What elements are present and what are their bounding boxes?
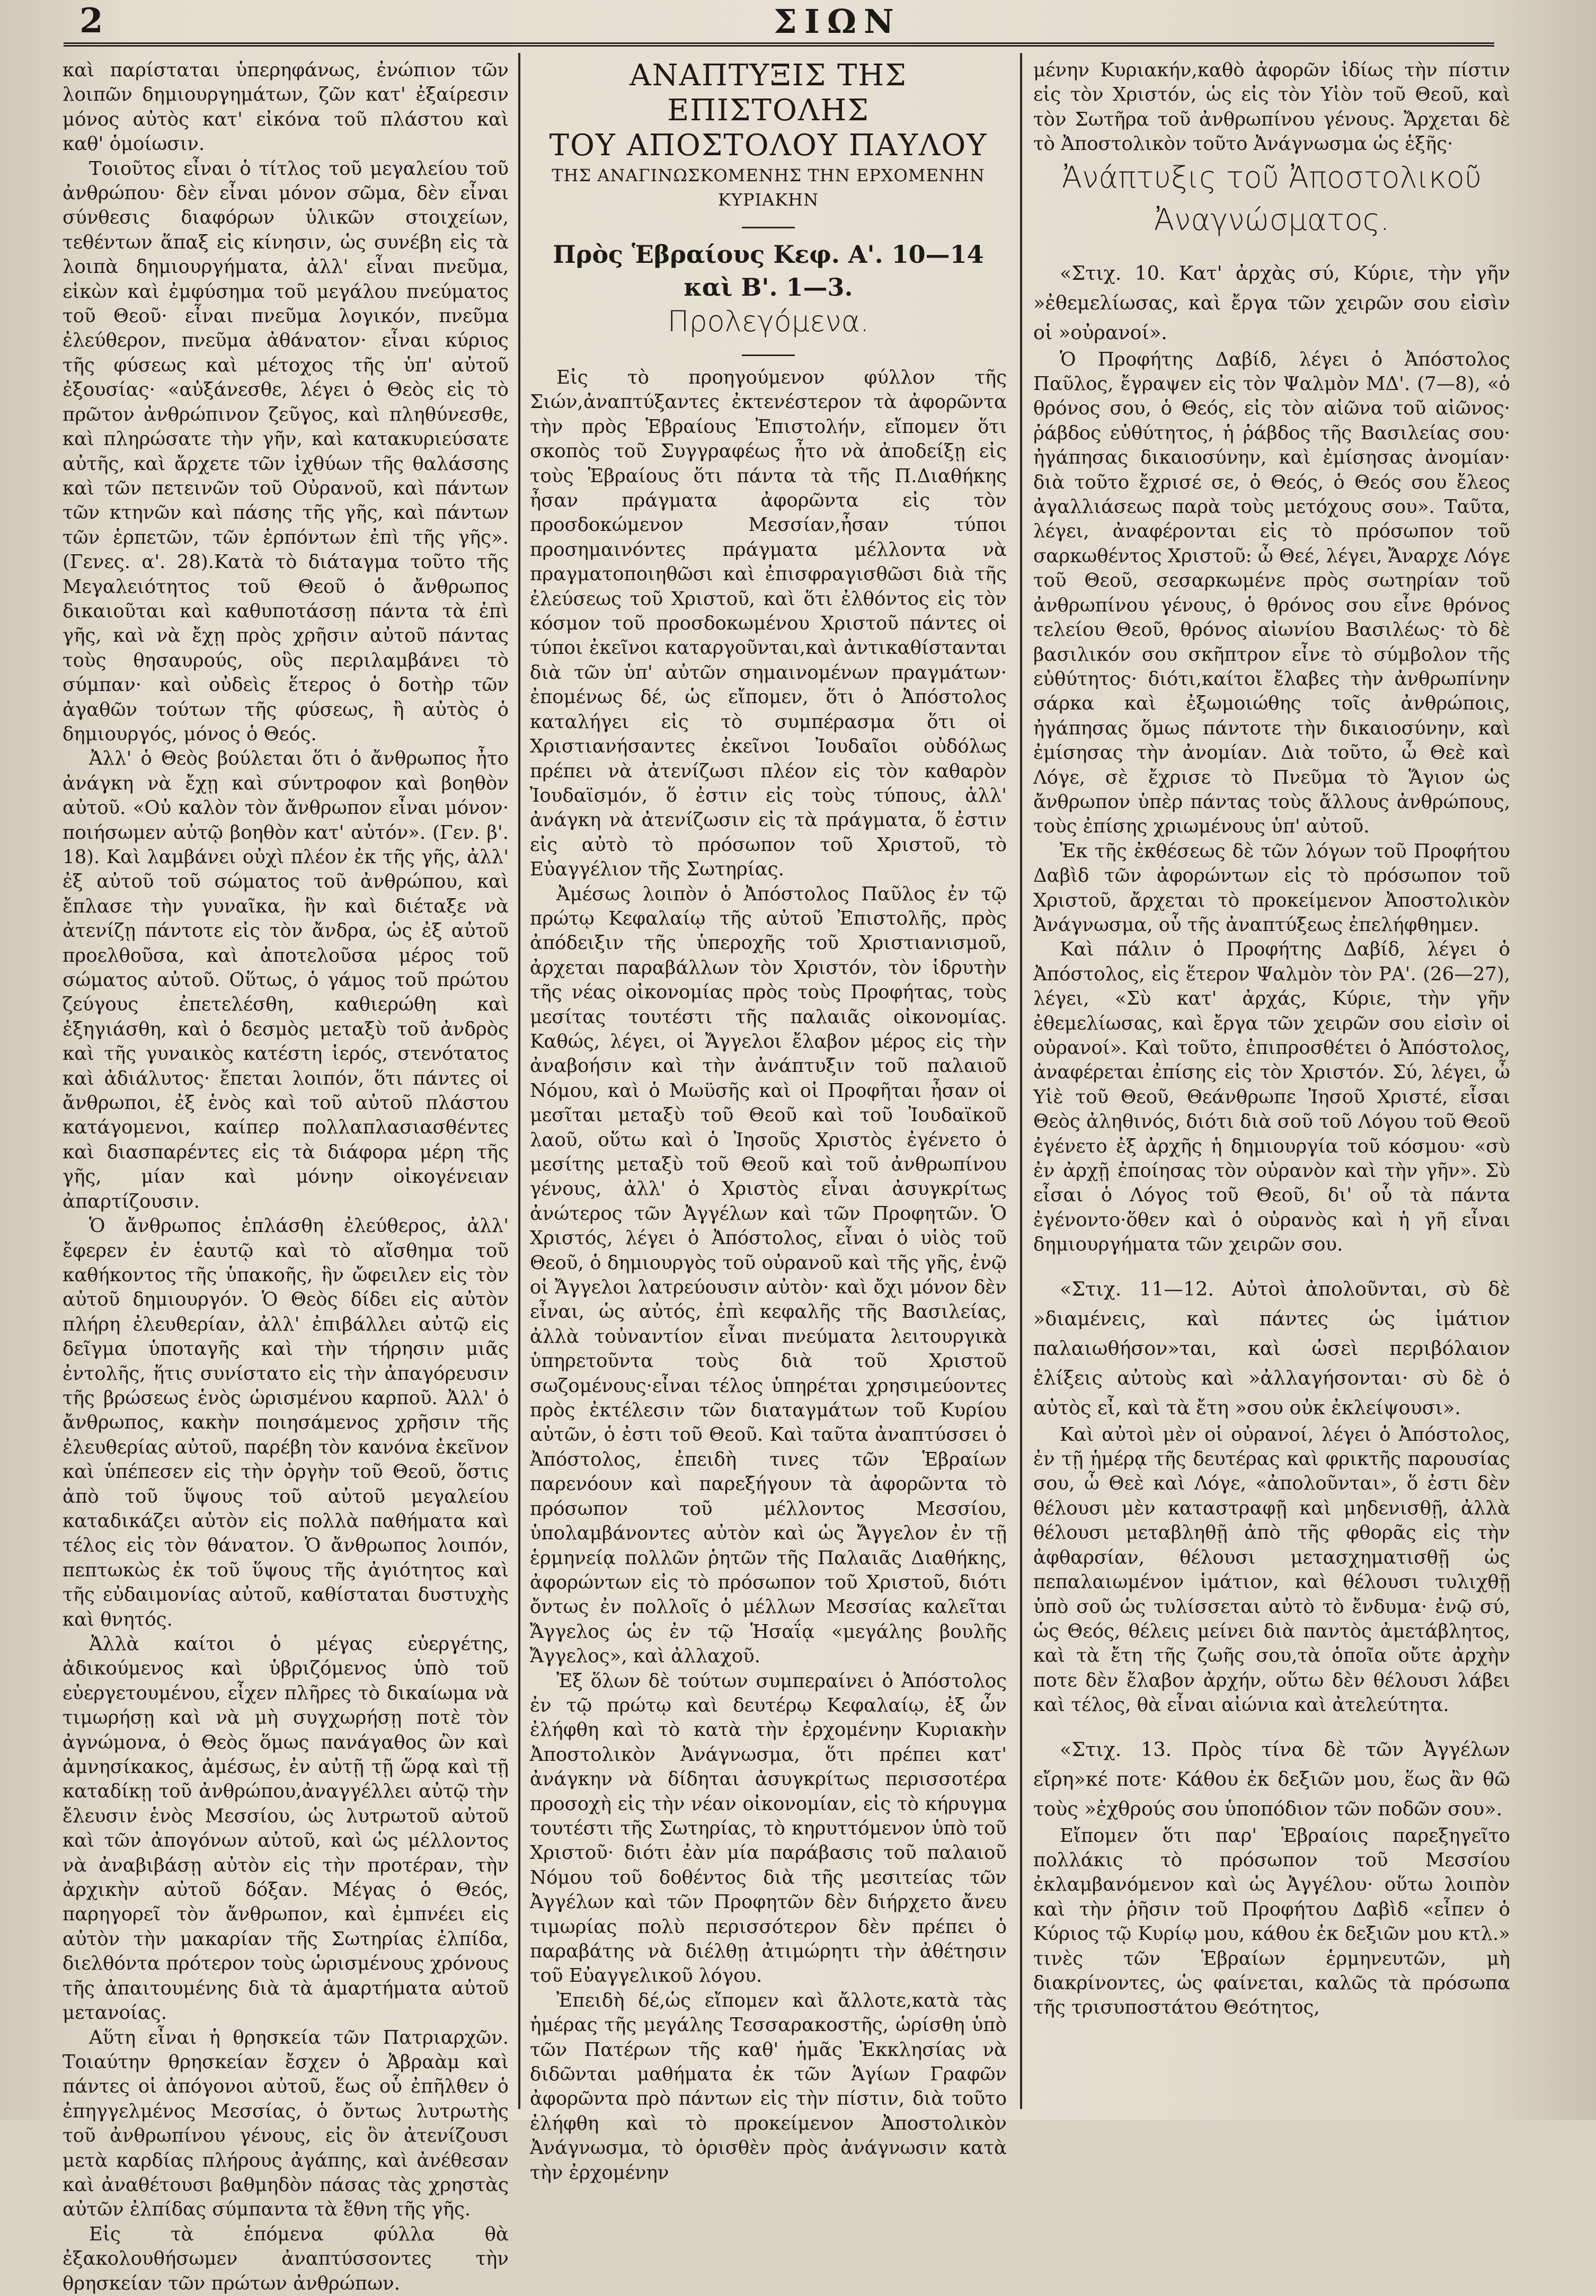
scripture-verse: «Στιχ. 11—12. Αὐτοὶ ἀπολοῦνται, σὺ δὲ »διαμένεις, καὶ πάντες ὡς ἱμάτιον παλαιωθήσον»ται, καὶ ὡσεὶ περιβόλαιον ἑλίξεις αὐτοὺς καὶ »ἀλλαγήσονται· σὺ δὲ ὁ αὐτὸς εἶ, καὶ τὰ ἔτη »σου οὐκ ἐκλείψουσι». [1033,1277,1510,1419]
paragraph: Ἀλλ' ὁ Θεὸς βούλεται ὅτι ὁ ἄνθρωπος ἦτο ἀνάγκη νὰ ἔχῃ καὶ σύντροφον καὶ βοηθὸν αὐτοῦ. «Οὐ καλὸν τὸν ἄνθρωπον εἶναι μόνον· ποιήσωμεν αὐτῷ βοηθὸν κατ' αὐτόν». (Γεν. β'. 18). Καὶ λαμβάνει οὐχὶ πλέον ἐκ τῆς γῆς, ἀλλ' ἐξ αὐτοῦ τοῦ σώματος τοῦ ἀνθρώπου, καὶ ἔπλασε τὴν γυναῖκα, ἣν καὶ διέταξε νὰ ἀτενίζῃ πάντοτε εἰς τὸν ἄνδρα, ὡς ἐξ αὐτοῦ προελθοῦσα, καὶ ἀποτελοῦσα μέρος τοῦ σώματος αὐτοῦ. Οὕτως, ὁ γάμος τοῦ πρώτου ζεύγους ἐπετελέσθη, καθιερώθη καὶ ἐξηγιάσθη, καὶ ὁ δεσμὸς μεταξὺ τοῦ ἀνδρὸς καὶ τῆς γυναικὸς κατέστη ἱερός, στενότατος καὶ ἀδιάλυτος· ἔπεται λοιπόν, ὅτι πάντες οἱ ἄνθρωποι, ἐξ ἑνὸς καὶ τοῦ αὐτοῦ πλάστου κατάγομενοι, καίπερ πολλαπλασιασθέντες καὶ διασπαρέντες εἰς τὰ διάφορα μέρη τῆς γῆς, μίαν καὶ μόνην οἰκογένειαν ἀπαρτίζουσιν. [63,748,509,1212]
scripture-reference-line-1: Πρὸς Ἑβραίους Κεφ. Α'. 10—14 [553,240,984,269]
paragraph: Εἴπομεν ὅτι παρ' Ἑβραίοις παρεξηγεῖτο πολλάκις τὸ πρόσωπον τοῦ Μεσσίου ἐκλαμβανόμενον καὶ ὡς Ἀγγέλου· οὕτω λοιπὸν καὶ τὴν ῥῆσιν τοῦ Προφήτου Δαβὶδ «εἶπεν ὁ Κύριος τῷ Κυρίῳ μου, κάθου ἐκ δεξιῶν μου κτλ.» τινὲς τῶν Ἑβραίων ἑρμηνευτῶν, μὴ διακρίνοντες, ὡς φαίνεται, καλῶς τὰ πρόσωπα τῆς τρισυποστάτου Θεότητος, [1033,1824,1510,2019]
scripture-verse: «Στιχ. 13. Πρὸς τίνα δὲ τῶν Ἀγγέλων εἴρη»κέ ποτε· Κάθου ἐκ δεξιῶν μου, ἕως ἂν θῶ τοὺς »ἐχθρούς σου ὑποπόδιον τῶν ποδῶν σου». [1033,1737,1510,1820]
paragraph: Καὶ πάλιν ὁ Προφήτης Δαβίδ, λέγει ὁ Ἀπόστολος, εἰς ἕτερον Ψαλμὸν τὸν ΡΑ'. (26—27), λέγει, «Σὺ κατ' ἀρχάς, Κύριε, τὴν γῆν ἐθεμελίωσας, καὶ ἔργα τῶν χειρῶν σου εἰσὶν οἱ οὐρανοί». Καὶ τοῦτο, ἐπιπροσθέτει ὁ Ἀπόστολος, ἀναφέρεται ἐπίσης εἰς τὸν Χριστόν. Σύ, λέγει, ὦ Υἱὲ τοῦ Θεοῦ, Θεάνθρωπε Ἰησοῦ Χριστέ, εἶσαι Θεὸς ἀληθινός, διότι διὰ σοῦ τοῦ Λόγου τοῦ Θεοῦ ἐγένετο ἐξ ἀρχῆς ἡ δημιουργία τοῦ κόσμου· «σὺ ἐν ἀρχῇ ἐποίησας τὸν οὐρανὸν καὶ τὴν γῆν». Σὺ εἶσαι ὁ Λόγος τοῦ Θεοῦ, δι' οὗ τὰ πάντα ἐγένοντο·ὅθεν καὶ ὁ οὐρανὸς καὶ ἡ γῆ εἶναι δημιουργήματα τῶν χειρῶν σου. [1033,938,1510,1256]
page-number: 2 [79,1,103,41]
paragraph: Ὁ ἄνθρωπος ἐπλάσθη ἐλεύθερος, ἀλλ' ἔφερεν ἐν ἑαυτῷ καὶ τὸ αἴσθημα τοῦ καθήκοντος τῆς ὑπακοῆς, ἣν ὤφειλεν εἰς τὸν αὐτοῦ δημιουργόν. Ὁ Θεὸς δίδει εἰς αὐτὸν πλήρη ἐλευθερίαν, ἀλλ' ἐπιβάλλει αὐτῷ εἰς δεῖγμα ὑποταγῆς καὶ τὴν τήρησιν μιᾶς ἐντολῆς, ἥτις συνίστατο εἰς τὴν ἀπαγόρευσιν τῆς βρώσεως ἑνὸς ὡρισμένου καρποῦ. Ἀλλ' ὁ ἄνθρωπος, κακὴν ποιησάμενος χρῆσιν τῆς ἐλευθερίας αὐτοῦ, παρέβη τὸν κανόνα ἐκεῖνον καὶ ὑπέπεσεν εἰς τὴν ὀργὴν τοῦ Θεοῦ, ὅστις ἀπὸ τοῦ ὕψους τοῦ αὐτοῦ μεγαλείου καταδικάζει αὐτὸν εἰς πολλὰ παθήματα καὶ τέλος εἰς τὸν θάνατον. Ὁ ἄνθρωπος λοιπόν, πεπτωκὼς ἐκ τοῦ ὕψους τῆς ἀγιότητος καὶ τῆς εὐδαιμονίας αὐτοῦ, καθίσταται δυστυχὴς καὶ θνητός. [63,1215,509,1630]
paragraph: Ἐξ ὅλων δὲ τούτων συμπεραίνει ὁ Ἀπόστολος ἐν τῷ πρώτῳ καὶ δευτέρῳ Κεφαλαίῳ, ἐξ ὧν ἐλήφθη καὶ τὸ κατὰ τὴν ἐρχομένην Κυριακὴν Ἀποστολικὸν Ἀνάγνωσμα, ὅτι πρέπει κατ' ἀνάγκην νὰ δίδηται ἀσυγκρίτως περισσοτέρα προσοχὴ εἰς τὴν νέαν οἰκονομίαν, εἰς τὸ κήρυγμα τουτέστι τῆς Σωτηρίας, τὸ κηρυττόμενον ὑπὸ τοῦ Χριστοῦ· διότι ἐὰν μία παράβασις τοῦ παλαιοῦ Νόμου τοῦ δοθέντος διὰ τῆς μεσιτείας τῶν Ἀγγέλων καὶ τῶν Προφητῶν δὲν διήρχετο ἄνευ τιμωρίας πολὺ περισσότερον δὲν πρέπει ὁ παραβάτης νὰ διέλθῃ ἀτιμώρητι τὴν ἀθέτησιν τοῦ Εὐαγγελικοῦ λόγου. [530,1670,1007,1987]
paragraph: Ἀλλὰ καίτοι ὁ μέγας εὐεργέτης, ἀδικούμενος καὶ ὑβριζόμενος ὑπὸ τοῦ εὐεργετουμένου, εἶχεν πλῆρες τὸ δικαίωμα νὰ τιμωρήσῃ καὶ νὰ μὴ συγχωρήσῃ ποτὲ τὸν ἀγνώμονα, ὁ Θεὸς ὅμως πανάγαθος ὢν καὶ ἀμνησίκακος, ἀμέσως, ἐν αὐτῇ τῇ ὥρᾳ καὶ τῇ καταδίκῃ τοῦ ἀνθρώπου,ἀναγγέλλει αὐτῷ τὴν ἔλευσιν ἑνὸς Μεσσίου, ὡς λυτρωτοῦ αὐτοῦ καὶ τῶν ἀπογόνων αὐτοῦ, καὶ ὡς μέλλοντος νὰ ἀναβιβάσῃ αὐτὸν εἰς τὴν προτέραν, τὴν ἀρχικὴν αὐτοῦ δόξαν. Μέγας ὁ Θεός, παρηγορεῖ τὸν ἄνθρωπον, καὶ ἐμπνέει εἰς αὐτὸν τὴν μακαρίαν τῆς Σωτηρίας ἐλπίδα, διελθόντα πρότερον τοὺς ὡρισμένους χρόνους τῆς ἀπαιτουμένης διὰ τὰ ἁμαρτήματα αὐτοῦ μετανοίας. [63,1633,509,2024]
article-subtitle: ΤΗΣ ΑΝΑΓΙΝΩΣΚΟΜΕΝΗΣ ΤΗΝ ΕΡΧΟΜΕΝΗΝ ΚΥΡΙΑΚΗΝ [552,165,985,210]
paragraph: Εἰς τὸ προηγούμενον φύλλον τῆς Σιών,ἀναπτύξαντες ἐκτενέστερον τὰ ἀφορῶντα τὴν πρὸς Ἑβραίους Ἐπιστολήν, εἴπομεν ὅτι σκοπὸς τοῦ Συγγραφέως ἦτο νὰ ἀποδείξῃ εἰς τοὺς Ἑβραίους ὅτι πάντα τὰ τῆς Π.Διαθήκης ἦσαν πράγματα ἀφορῶντα εἰς τὸν προσδοκώμενον Μεσσίαν,ἦσαν τύποι προσημαινόντες πράγματα μέλλοντα νὰ πραγματοποιηθῶσι καὶ ἐπισφραγισθῶσι διὰ τῆς ἐλεύσεως τοῦ Χριστοῦ, καὶ ὅτι ἐλθόντος εἰς τὸν κόσμον τοῦ προσδοκωμένου Χριστοῦ πάντες οἱ τύποι ἐκεῖνοι καταργοῦνται,καὶ ἀντικαθίστανται διὰ τῶν ὑπ' αὐτῶν σημαινομένων πραγμάτων· ἐπομένως δέ, ὡς εἴπομεν, ὅτι ὁ Ἀπόστολος καταλήγει εἰς τὸ συμπέρασμα ὅτι οἱ Χριστιανήσαντες ἐκεῖνοι Ἰουδαῖοι οὐδόλως πρέπει νὰ ἀτενίζωσι πλέον εἰς τὸν καθαρὸν Ἰουδαϊσμόν, ὅ ἐστιν εἰς τοὺς τύπους, ἀλλ' ἀνάγκη νὰ ἀτενίζωσιν εἰς τὰ πράγματα, ὅ ἐστιν εἰς αὐτὸ τὸ πρόσωπον τοῦ Χριστοῦ, τὸ Εὐαγγέλιον τῆς Σωτηρίας. [530,367,1007,881]
paragraph: μένην Κυριακήν,καθὸ ἀφορῶν ἰδίως τὴν πίστιν εἰς τὸν Χριστόν, ὡς εἰς τὸν Υἱὸν τοῦ Θεοῦ, καὶ τὸν Σωτῆρα τοῦ ἀνθρωπίνου γένους. Ἄρχεται δὲ τὸ Ἀποστολικὸν τοῦτο Ἀνάγνωσμα ὡς ἑξῆς· [1033,59,1510,155]
separator-dash [742,354,795,356]
column-2 [530,58,1007,2184]
paragraph: Τοιοῦτος εἶναι ὁ τίτλος τοῦ μεγαλείου τοῦ ἀνθρώπου· δὲν εἶναι μόνον σῶμα, δὲν εἶναι σύνθεσις διαφόρων ὑλικῶν στοιχείων, τεθέντων ἅπαξ εἰς κίνησιν, ὡς συνέβη εἰς τὰ λοιπὰ δημιουργήματα, ἀλλ' εἶναι πνεῦμα, εἰκὼν καὶ ἐμφύσημα τοῦ μεγάλου πνεύματος τοῦ Θεοῦ· εἶναι πνεῦμα λογικόν, πνεῦμα ἐλεύθερον, πνεῦμα ἀθάνατον· εἶναι κύριος τῆς φύσεως καὶ μέτοχος τῆς ὑπ' αὐτοῦ ἐξουσίας· «αὐξάνεσθε, λέγει ὁ Θεὸς εἰς τὸ πρῶτον ἀνθρώπινον ζεῦγος, καὶ πληθύνεσθε, καὶ πληρώσατε τὴν γῆν, καὶ κατακυριεύσατε αὐτῆς, καὶ ἄρχετε τῶν ἰχθύων τῆς θαλάσσης καὶ τῶν πετεινῶν τοῦ Οὐρανοῦ, καὶ πάντων τῶν κτηνῶν καὶ πάσης τῆς γῆς, καὶ πάντων τῶν ἑρπετῶν, τῶν ἑρπόντων ἐπὶ τῆς γῆς». (Γενες. α'. 28).Κατὰ τὸ διάταγμα τοῦτο τῆς Μεγαλειότητος τοῦ Θεοῦ ὁ ἄνθρωπος δικαιοῦται καὶ καθυποτάσσῃ πάντα τὰ ἐπὶ γῆς, καὶ νὰ ἔχῃ πρὸς χρῆσιν αὐτοῦ πάντας τοὺς θησαυρούς, οὓς περιλαμβάνει τὸ σύμπαν· καὶ οὐδεὶς ἕτερος ὁ δοτὴρ τῶν ἀγαθῶν τούτων τῆς φύσεως, ἢ αὐτὸς ὁ δημιουργός, μόνος ὁ Θεός. [63,157,509,745]
paragraph: Ἐκ τῆς ἐκθέσεως δὲ τῶν λόγων τοῦ Προφήτου Δαβὶδ τῶν ἀφορώντων εἰς τὸ πρόσωπον τοῦ Χριστοῦ, ἄρχεται τὸ προκείμενον Ἀποστολικὸν Ἀνάγνωσμα, οὗ τῆς ἀναπτύξεως ἐπελήφθημεν. [1033,840,1510,936]
section-heading-line-1: Ἀνάπτυξις τοῦ Ἀποστολικοῦ [1061,160,1482,195]
section-heading: Προλεγόμενα. [667,305,870,338]
article-title-line-1: ΑΝΑΠΤΥΞΙΣ ΤΗΣ ΕΠΙΣΤΟΛΗΣ [629,58,907,128]
column-3 [1033,58,1510,2104]
paragraph: καὶ παρίσταται ὑπερηφάνως, ἐνώπιον τῶν λοιπῶν δημιουργημάτων, ζῶν κατ' ἐξαίρεσιν μόνος αὐτὸς κατ' εἰκόνα τοῦ πλάστου καὶ καθ' ὁμοίωσιν. [63,59,509,155]
paragraph: Ὁ Προφήτης Δαβίδ, λέγει ὁ Ἀπόστολος Παῦλος, ἔγραψεν εἰς τὸν Ψαλμὸν ΜΔ'. (7—8), «ὁ θρόνος σου, ὁ Θεός, εἰς τὸν αἰῶνα τοῦ αἰῶνος· ῥάβδος εὐθύτητος, ἡ ῥάβδος τῆς Βασιλείας σου· ἠγάπησας δικαιοσύνην, καὶ ἐμίσησας ἀνομίαν· διὰ τοῦτο ἔχρισέ σε, ὁ Θεός, ὁ Θεός σου ἔλεος ἀγαλλιάσεως παρὰ τοὺς μετόχους σου». Ταῦτα, λέγει, ἀναφέρονται εἰς τὸ πρόσωπον τοῦ σαρκωθέντος Χριστοῦ: ὦ Θεέ, λέγει, Ἄναρχε Λόγε τοῦ Θεοῦ, σεσαρκωμένε πρὸς σωτηρίαν τοῦ ἀνθρωπίνου γένους, ὁ θρόνος σου εἶνε θρόνος τελείου Θεοῦ, θρόνος αἰωνίου Βασιλέως· τὸ δὲ βασιλικόν σου σκῆπτρον εἶνε τὸ σύμβολον τῆς εὐθύτητος· διότι,καίτοι ἔλαβες τὴν ἀνθρωπίνην σάρκα καὶ ἐξωμοιώθης τοῖς ἀνθρώποις, ἠγάπησας ὅμως πάντοτε τὴν δικαιοσύνην, καὶ ἐμίσησας τὴν ἀνομίαν. Διὰ τοῦτο, ὦ Θεὲ καὶ Λόγε, σὲ ἔχρισε τὸ Πνεῦμα τὸ Ἅγιον ὡς ἄνθρωπον ὑπὲρ πάντας τοὺς ἄλλους ἀνθρώπους, τοὺς ἐπίσης χριωμένους ὑπ' αὐτοῦ. [1033,348,1510,838]
scripture-verse: «Στιχ. 10. Κατ' ἀρχὰς σύ, Κύριε, τὴν γῆν »ἐθεμελίωσας, καὶ ἔργα τῶν χειρῶν σου εἰσὶν οἱ »οὐρανοί». [1033,261,1510,344]
masthead [64,0,1494,47]
paragraph: Εἰς τὰ ἑπόμενα φύλλα θὰ ἐξακολουθήσωμεν ἀναπτύσσοντες τὴν θρησκείαν τῶν πρώτων ἀνθρώπων. [63,2223,509,2294]
separator-dash [742,227,795,228]
paragraph: Καὶ αὐτοὶ μὲν οἱ οὐρανοί, λέγει ὁ Ἀπόστολος, ἐν τῇ ἡμέρᾳ τῆς δευτέρας καὶ φρικτῆς παρουσίας σου, ὦ Θεὲ καὶ Λόγε, «ἀπολοῦνται», ὅ ἐστι δὲν θέλουσι μὲν καταστραφῇ καὶ μηδενισθῇ, ἀλλὰ θέλουσι μεταβληθῇ ἀπὸ τῆς φθορᾶς εἰς τὴν ἀφθαρσίαν, θέλουσι μετασχηματισθῇ ὡς πεπαλαιωμένον ἱμάτιον, καὶ θέλουσι τυλιχθῇ ὑπὸ σοῦ ὡς τυλίσσεται αὐτὸ τὸ ἔνδυμα· ἐνῷ σύ, ὡς Θεός, θέλεις μείνει διὰ παντὸς ἀμετάβλητος, καὶ τὰ ἔτη τῆς ζωῆς σου,τὰ ὁποῖα οὔτε ἀρχὴν ποτε δὲν ἔλαβον ἀρχήν, οὕτω δὲν θέλουσι λάβει καὶ τέλος, θὰ εἶναι αἰώνια καὶ ἀτελεύτητα. [1033,1423,1510,1716]
newspaper-title: ΣΙΩΝ [774,2,901,41]
article-title-line-2: ΤΟΥ ΑΠΟΣΤΟΛΟΥ ΠΑΥΛΟΥ [549,128,988,163]
paragraph: Ἀμέσως λοιπὸν ὁ Ἀπόστολος Παῦλος ἐν τῷ πρώτῳ Κεφαλαίῳ τῆς αὐτοῦ Ἐπιστολῆς, πρὸς ἀπόδειξιν τῆς ὑπεροχῆς τοῦ Χριστιανισμοῦ, ἀρχεται παραβάλλων τὸν Χριστόν, τὸν ἱδρυτὴν τῆς νέας οἰκονομίας πρὸς τοὺς Προφήτας, τοὺς μεσίτας τουτέστι τῆς παλαιᾶς οἰκονομίας. Καθώς, λέγει, οἱ Ἄγγελοι ἔλαβον μέρος εἰς τὴν ἀναβοήσιν καὶ τὴν ἀνάπτυξιν τοῦ παλαιοῦ Νόμου, καὶ ὁ Μωϋσῆς καὶ οἱ Προφῆται ἦσαν οἱ μεσῖται μεταξὺ τοῦ Θεοῦ καὶ τοῦ Ἰουδαϊκοῦ λαοῦ, οὕτω καὶ ὁ Ἰησοῦς Χριστὸς ἐγένετο ὁ μεσίτης μεταξὺ τοῦ Θεοῦ καὶ τοῦ ἀνθρωπίνου γένους, ἀλλ' ὁ Χριστὸς εἶναι ἀσυγκρίτως ἀνώτερος τῶν Ἀγγέλων καὶ τῶν Προφητῶν. Ὁ Χριστός, λέγει ὁ Ἀπόστολος, εἶναι ὁ υἱὸς τοῦ Θεοῦ, ὁ δημιουργὸς τοῦ οὐρανοῦ καὶ τῆς γῆς, ἐνῷ οἱ Ἄγγελοι λατρεύουσιν αὐτὸν· καὶ ὄχι μόνον δὲν εἶναι, ὡς αὐτός, ἐπὶ κεφαλῆς τῆς Βασιλείας, ἀλλὰ τοὐναντίον εἶναι πνεύματα λειτουργικὰ ὑπηρετοῦντα τοὺς διὰ τοῦ Χριστοῦ σωζομένους·εἶναι τέλος ὑπηρέται χρησιμεύοντες πρὸς ἐκτέλεσιν τῶν διαταγμάτων τοῦ Κυρίου αὐτῶν, ὁ ἐστι τοῦ Θεοῦ. Καὶ ταῦτα ἀναπτύσσει ὁ Ἀπόστολος, ἐπειδὴ τινες τῶν Ἑβραίων παρενόουν καὶ παρεξήγουν τὰ ἀφορῶντα τὸ πρόσωπον τοῦ μέλλοντος Μεσσίου, ὑπολαμβάνοντες αὐτὸν καὶ ὡς Ἄγγελον ἐν τῇ ἑρμηνείᾳ πολλῶν ῥητῶν τῆς Παλαιᾶς Διαθήκης, ἀφορώντων εἰς τὸ πρόσωπον τοῦ Χριστοῦ, διότι ὄντως ἐν πολλοῖς ὁ μέλλων Μεσσίας καλεῖται Ἄγγελος ὡς ἐν τῷ Ἡσαΐᾳ «μεγάλης βουλῆς Ἄγγελος», καὶ ἀλλαχοῦ. [530,883,1007,1668]
column-divider [518,53,520,2109]
scripture-reference-line-2: καὶ Β'. 1—3. [684,273,853,302]
paragraph: Ἐπειδὴ δέ,ὡς εἴπομεν καὶ ἄλλοτε,κατὰ τὰς ἡμέρας τῆς μεγάλης Τεσσαρακοστῆς, ὡρίσθη ὑπὸ τῶν Πατέρων τῆς καθ' ἡμᾶς Ἐκκλησίας νὰ διδῶνται μαθήματα ἐκ τῶν Ἁγίων Γραφῶν ἀφορῶντα πρὸ πάντων εἰς τὴν πίστιν, διὰ τοῦτο ἐλήφθη καὶ τὸ προκείμενον Ἀποστολικὸν Ἀνάγνωσμα, τὸ ὁρισθὲν πρὸς ἀνάγνωσιν κατὰ τὴν ἐρχομένην [530,1989,1007,2184]
section-heading-line-2: Ἀναγνώσματος. [1154,202,1390,237]
paragraph: Αὕτη εἶναι ἡ θρησκεία τῶν Πατριαρχῶν. Τοιαύτην θρησκείαν ἔσχεν ὁ Ἀβραὰμ καὶ πάντες οἱ ἀπόγονοι αὐτοῦ, ἕως οὗ ἐπῆλθεν ὁ ἐπηγγελμένος Μεσσίας, ὁ ὄντως λυτρωτὴς τοῦ ἀνθρωπίνου γένους, εἰς ὃν ἀτενίζουσι μετὰ καρδίας πλήρους ἀγάπης, καὶ ἀνέθεσαν καὶ ἀναθέτουσι βαθμηδὸν πάσας τὰς χρηστὰς αὐτῶν ἐλπίδας σύμπαντα τὰ ἔθνη τῆς γῆς. [63,2026,509,2221]
column-divider [1020,53,1022,2109]
column-1 [63,58,509,2294]
